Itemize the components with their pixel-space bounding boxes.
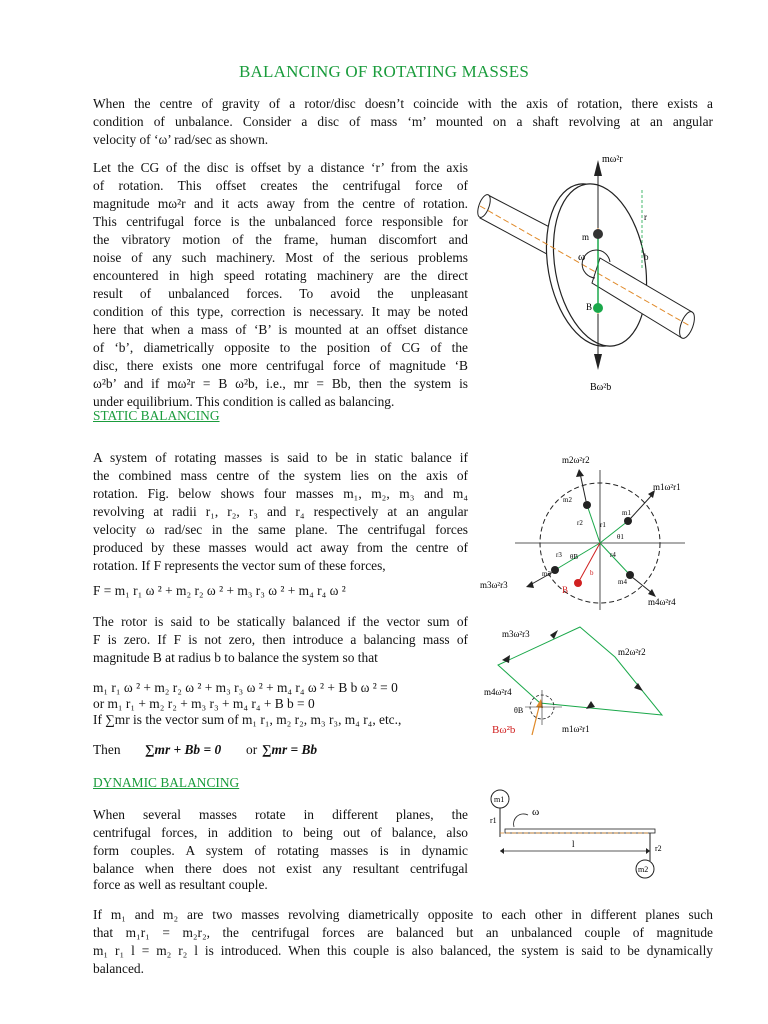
then-or: or [246,742,258,757]
para-line: Let the CG of the disc is offset by a distance ‘r’ from the axis [93,160,468,175]
fig4-m1: m1 [494,795,505,804]
fig3-m4w2r4: m4ω²r4 [484,687,512,697]
para-line: the combined mass centre of the system lies on the axis of [93,468,468,483]
equation-2: or m₁ r₁ + m₂ r₂ + m₃ r₃ + m₄ r₄ + B b = 0 [93,696,315,711]
fig2-r2: r2 [577,519,583,527]
fig4-omega: ω [532,806,540,818]
then-equation-1: ∑mr + Bb = 0 [145,742,222,757]
omega-label: ω [578,251,586,263]
fig2-m4w2r4: m4ω²r4 [648,597,676,607]
para-line: balance when there does not exist any resultant centrifugal [93,861,468,876]
para-line: magnitude B at radius b to balance the system so that [93,650,378,665]
para-line: If m₁ and m₂ are two masses revolving diametrically opposite to each other in different planes such [93,907,713,922]
fig2-b: b [590,569,594,577]
para-line: condition of this type, correction is necessary. It may be noted [93,304,468,319]
fig2-m2: m2 [563,496,572,504]
fig2-theta1: θ1 [617,533,624,541]
para-line: F is zero. If F is not zero, then introduce a balancing mass of [93,632,468,647]
para-line: A system of rotating masses is said to be in static balance if [93,450,468,465]
four-masses-figure [470,445,720,615]
fig3-thetaB: θB [514,706,524,715]
para-line: result of unbalanced forces. To avoid the unpleasant [93,286,468,301]
equation-3: If ∑mr is the vector sum of m₁ r₁, m₂ r₂, m₃ r₃, m₄ r₄, etc., [93,712,402,727]
para-line: m₁ r₁ l = m₂ r₂ l is introduced. When this couple is also balanced, the system is said to be dynamically [93,943,713,958]
para-line: centrifugal forces, in addition to being out of balance, also [93,825,468,840]
B-label: B [586,302,593,312]
para-line: rotation. If F represents the vector sum of these forces, [93,558,386,573]
equation-1: m₁ r₁ ω ² + m₂ r₂ ω ² + m₃ r₃ ω ² + m₄ r₄ ω ² + B b ω ² = 0 [93,680,398,695]
page-title: BALANCING OF ROTATING MASSES [239,62,529,81]
fig2-r1: r1 [600,521,606,529]
force-top-label: mω²r [602,154,623,165]
fig2-m3: m3 [542,570,551,578]
mass-m [593,229,603,239]
fig4-m2: m2 [638,865,649,874]
r-label: r [644,212,647,222]
para-line: disc, there exists one more centrifugal force of magnitude ‘B [93,358,468,373]
intro-line: velocity of ‘ω’ rad/sec as shown. [93,132,269,147]
para-line: here that when a mass of ‘B’ is mounted at an offset distance [93,322,468,337]
para-line: magnitude mω²r and it acts away from the centre of rotation. [93,196,468,211]
couple-figure [480,785,680,885]
m-label: m [582,232,590,242]
fig2-B: B [562,585,569,595]
disc-shaft-figure [470,150,720,400]
intro-line: When the centre of gravity of a rotor/disc doesn’t coincide with the axis of rotation, there exists a [93,96,713,111]
para-line: the vibratory motion of the frame, human discomfort and [93,232,468,247]
fig2-m4: m4 [618,578,627,586]
para-line: This centrifugal force is the unbalanced force responsible for [93,214,468,229]
para-line: encountered in high speed rotating machinery are the direct [93,268,468,283]
fig2-thetaB: θB [570,553,579,561]
fig3-m3w2r3: m3ω²r3 [502,629,530,639]
fig2-m1w2r1: m1ω²r1 [653,482,681,492]
static-balancing-heading: STATIC BALANCING [93,408,220,423]
force-bottom-label: Bω²b [590,382,612,393]
mass-B [593,303,603,313]
fig2-m3w2r3: m3ω²r3 [480,580,508,590]
fig3-m1w2r1: m1ω²r1 [562,724,590,734]
then-equation-2: ∑mr = Bb [262,742,318,757]
para-line: velocity ω rad/sec in the same plane. The centrifugal forces [93,522,468,537]
para-line: that m₁r₁ = m₂r₂, the centrifugal forces are balanced but an unbalanced couple of magnitude [93,925,713,940]
fig4-r2: r2 [655,844,662,853]
para-line: The rotor is said to be statically balanced if the vector sum of [93,614,468,629]
para-line: rotation. Fig. below shows four masses m₁, m₂, m₃ and m₄ [93,486,468,501]
para-line: force as well as resultant couple. [93,877,268,892]
para-line: form couples. A system of rotating masses is in dynamic [93,843,468,858]
formula-F: F = m₁ r₁ ω ² + m₂ r₂ ω ² + m₃ r₃ ω ² + m₄ r₄ ω ² [93,583,346,598]
fig2-r3: r3 [556,551,562,559]
fig4-r1: r1 [490,816,497,825]
fig2-m2w2r2: m2ω²r2 [562,455,590,465]
para-line: produced by these masses would act away from the centre of [93,540,468,555]
para-line: of ‘b’, diametrically opposite to the position of CG of the [93,340,468,355]
fig3-Bw2b: Bω²b [492,724,516,736]
fig2-m1: m1 [622,509,631,517]
fig4-l: l [572,839,575,849]
b-label: b [644,252,649,262]
para-line: ω²b’ and if mω²r = B ω²b, i.e., mr = Bb, then the system is [93,376,468,391]
dynamic-balancing-heading: DYNAMIC BALANCING [93,775,240,790]
force-polygon-figure [470,615,720,770]
then-label: Then [93,742,121,757]
para-line: under equilibrium. This condition is called as balancing. [93,394,395,409]
para-line: noise of any such machinery. Most of the serious problems [93,250,468,265]
para-line: revolving at radii r₁, r₂, r₃ and r₄ respectively at an angular [93,504,468,519]
fig2-r4: r4 [610,551,616,559]
intro-line: condition of unbalance. Consider a disc of mass ‘m’ mounted on a shaft revolving at an angular [93,114,713,129]
fig3-m2w2r2: m2ω²r2 [618,647,646,657]
para-line: When several masses rotate in different planes, the [93,807,468,822]
para-line: balanced. [93,961,144,976]
para-line: of rotation. This offset creates the centrifugal force of [93,178,468,193]
